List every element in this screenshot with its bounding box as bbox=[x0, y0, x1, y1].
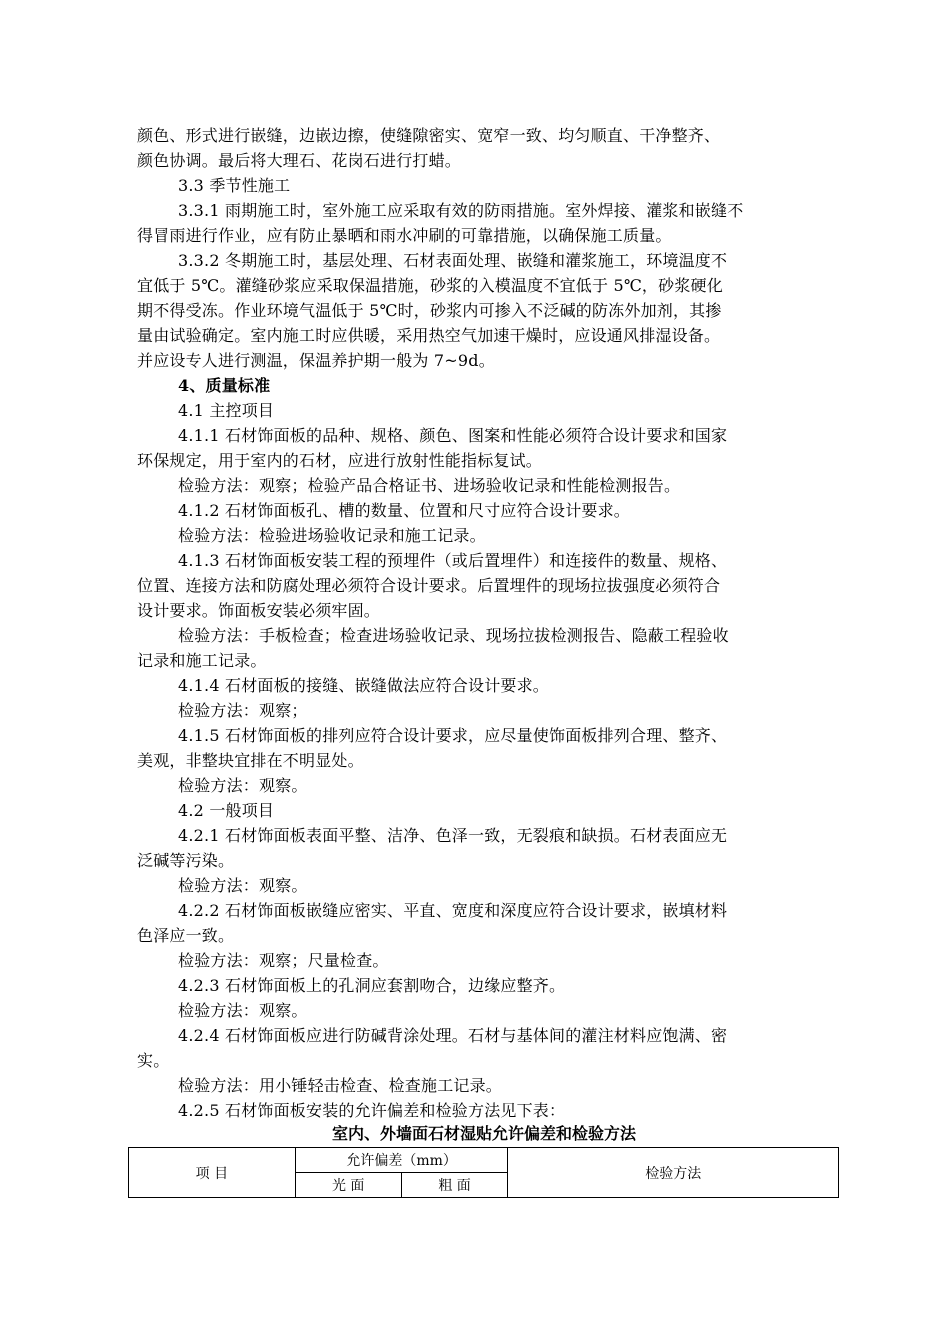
paragraph-line: 期不得受冻。作业环境气温低于 5℃时，砂浆内可掺入不泛碱的防冻外加剂，其掺 bbox=[137, 301, 722, 320]
paragraph-line: 并应设专人进行测温，保温养护期一般为 7~9d。 bbox=[137, 351, 495, 370]
header-item: 项 目 bbox=[129, 1148, 296, 1198]
header-rough: 粗 面 bbox=[401, 1173, 508, 1198]
paragraph-line: 4.2.4 石材饰面板应进行防碱背涂处理。石材与基体间的灌注材料应饱满、密 bbox=[178, 1026, 728, 1045]
paragraph-line: 环保规定，用于室内的石材，应进行放射性能指标复试。 bbox=[137, 451, 543, 470]
paragraph-line: 色泽应一致。 bbox=[137, 926, 235, 945]
paragraph-line: 4.1.4 石材面板的接缝、嵌缝做法应符合设计要求。 bbox=[178, 676, 549, 695]
inspection-method-line: 检验方法：用小锤轻击检查、检查施工记录。 bbox=[178, 1076, 503, 1095]
inspection-method-line: 检验方法：观察；尺量检查。 bbox=[178, 951, 389, 970]
header-tolerance: 允许偏差（mm） bbox=[295, 1148, 508, 1173]
paragraph-line: 泛碱等污染。 bbox=[137, 851, 235, 870]
header-method: 检验方法 bbox=[508, 1148, 839, 1198]
paragraph-line: 颜色协调。最后将大理石、花岗石进行打蜡。 bbox=[137, 151, 462, 170]
tolerance-table bbox=[128, 1147, 839, 1198]
inspection-method-line: 检验方法：观察。 bbox=[178, 776, 308, 795]
section-heading-3-3: 3.3 季节性施工 bbox=[178, 176, 291, 195]
table-header-row bbox=[129, 1148, 839, 1173]
paragraph-line: 美观，非整块宜排在不明显处。 bbox=[137, 751, 364, 770]
inspection-method-line: 检验方法：观察。 bbox=[178, 1001, 308, 1020]
paragraph-line: 设计要求。饰面板安装必须牢固。 bbox=[137, 601, 381, 620]
paragraph-line: 宜低于 5℃。灌缝砂浆应采取保温措施，砂浆的入模温度不宜低于 5℃，砂浆硬化 bbox=[137, 276, 723, 295]
paragraph-line: 4.1.1 石材饰面板的品种、规格、颜色、图案和性能必须符合设计要求和国家 bbox=[178, 426, 728, 445]
paragraph-line: 4.1.3 石材饰面板安装工程的预埋件（或后置埋件）和连接件的数量、规格、 bbox=[178, 551, 728, 570]
section-heading-4-1: 4.1 主控项目 bbox=[178, 401, 275, 420]
paragraph-line: 4.2.3 石材饰面板上的孔洞应套割吻合，边缘应整齐。 bbox=[178, 976, 566, 995]
paragraph-line: 3.3.1 雨期施工时，室外施工应采取有效的防雨措施。室外焊接、灌浆和嵌缝不 bbox=[178, 201, 744, 220]
table-title: 室内、外墙面石材湿贴允许偏差和检验方法 bbox=[331, 1124, 636, 1143]
header-smooth: 光 面 bbox=[295, 1173, 401, 1198]
paragraph-line: 位置、连接方法和防腐处理必须符合设计要求。后置埋件的现场拉拔强度必须符合 bbox=[137, 576, 721, 595]
section-heading-4: 4、质量标准 bbox=[178, 376, 271, 395]
paragraph-line: 4.1.5 石材饰面板的排列应符合设计要求，应尽量使饰面板排列合理、整齐、 bbox=[178, 726, 728, 745]
inspection-method-line: 检验方法：观察。 bbox=[178, 876, 308, 895]
section-heading-4-2: 4.2 一般项目 bbox=[178, 801, 275, 820]
paragraph-line: 3.3.2 冬期施工时，基层处理、石材表面处理、嵌缝和灌浆施工，环境温度不 bbox=[178, 251, 728, 270]
inspection-method-line: 检验方法：检验进场验收记录和施工记录。 bbox=[178, 526, 486, 545]
paragraph-line: 4.2.2 石材饰面板嵌缝应密实、平直、宽度和深度应符合设计要求，嵌填材料 bbox=[178, 901, 728, 920]
paragraph-line: 4.1.2 石材饰面板孔、槽的数量、位置和尺寸应符合设计要求。 bbox=[178, 501, 630, 520]
paragraph-line: 4.2.1 石材饰面板表面平整、洁净、色泽一致，无裂痕和缺损。石材表面应无 bbox=[178, 826, 728, 845]
inspection-method-line: 检验方法：观察；检验产品合格证书、进场验收记录和性能检测报告。 bbox=[178, 476, 681, 495]
inspection-method-line: 检验方法：观察； bbox=[178, 701, 308, 720]
paragraph-line: 4.2.5 石材饰面板安装的允许偏差和检验方法见下表： bbox=[178, 1101, 566, 1120]
paragraph-line: 记录和施工记录。 bbox=[137, 651, 267, 670]
paragraph-line: 颜色、形式进行嵌缝，边嵌边擦，使缝隙密实、宽窄一致、均匀顺直、干净整齐、 bbox=[137, 126, 721, 145]
paragraph-line: 得冒雨进行作业，应有防止暴晒和雨水冲刷的可靠措施，以确保施工质量。 bbox=[137, 226, 672, 245]
paragraph-line: 量由试验确定。室内施工时应供暖，采用热空气加速干燥时，应设通风排湿设备。 bbox=[137, 326, 721, 345]
inspection-method-line: 检验方法：手板检查；检查进场验收记录、现场拉拔检测报告、隐蔽工程验收 bbox=[178, 626, 729, 645]
paragraph-line: 实。 bbox=[137, 1051, 170, 1070]
